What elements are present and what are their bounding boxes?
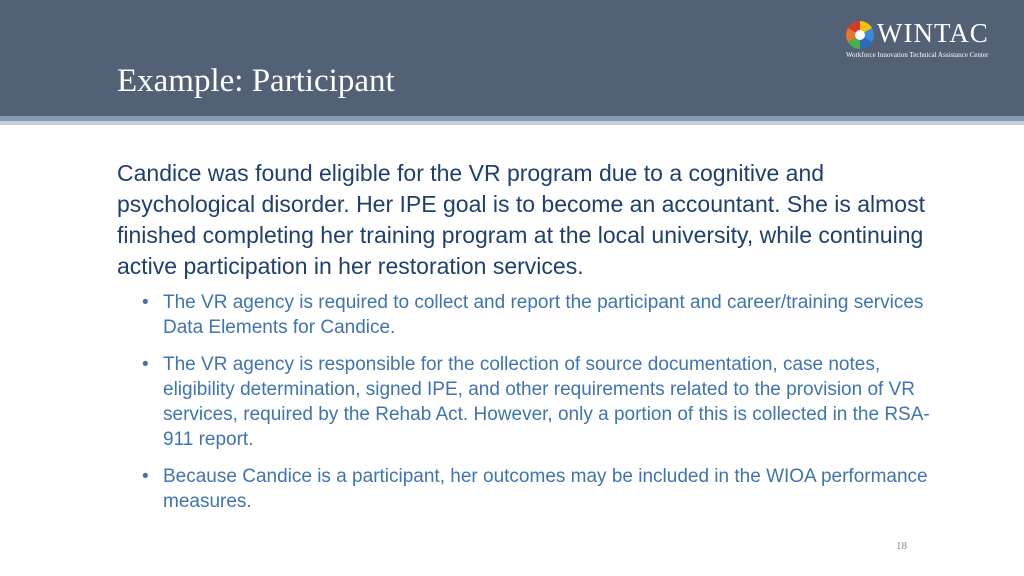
page-number: 18 [896,540,907,552]
bullet-text: Because Candice is a participant, her outcomes may be included in the WIOA performance measures. [163,466,928,512]
bullet-icon: • [142,292,149,313]
wintac-logo-icon [844,19,876,51]
bullet-icon: • [142,466,149,487]
bullet-text: The VR agency is responsible for the collection of source documentation, case notes, eligibility determination, signed IPE, and other requirements related to the provision of VR services, required by the Rehab Act. However, only a portion of this is collected in the RSA-911 report. [163,354,930,450]
wintac-logo [844,18,1014,62]
logo-tagline: Workforce Innovation Technical Assistance Center [846,51,989,59]
bullet-item [142,464,947,514]
slide-title: Example: Participant [117,63,395,99]
bullet-item [142,290,947,340]
bullet-list [117,290,947,514]
bullet-text: The VR agency is required to collect and report the participant and career/training services Data Elements for Candice. [163,292,924,338]
bullet-item [142,352,947,452]
lead-paragraph: Candice was found eligible for the VR program due to a cognitive and psychological disorder. Her IPE goal is to become an accountant. She is almost finished completing her training program at the local university, while continuing active participation in her restoration services. [117,160,925,279]
bullet-icon: • [142,354,149,375]
logo-wordmark: WINTAC [877,18,989,48]
slide-body [117,158,947,526]
header-divider-light [0,121,1024,125]
